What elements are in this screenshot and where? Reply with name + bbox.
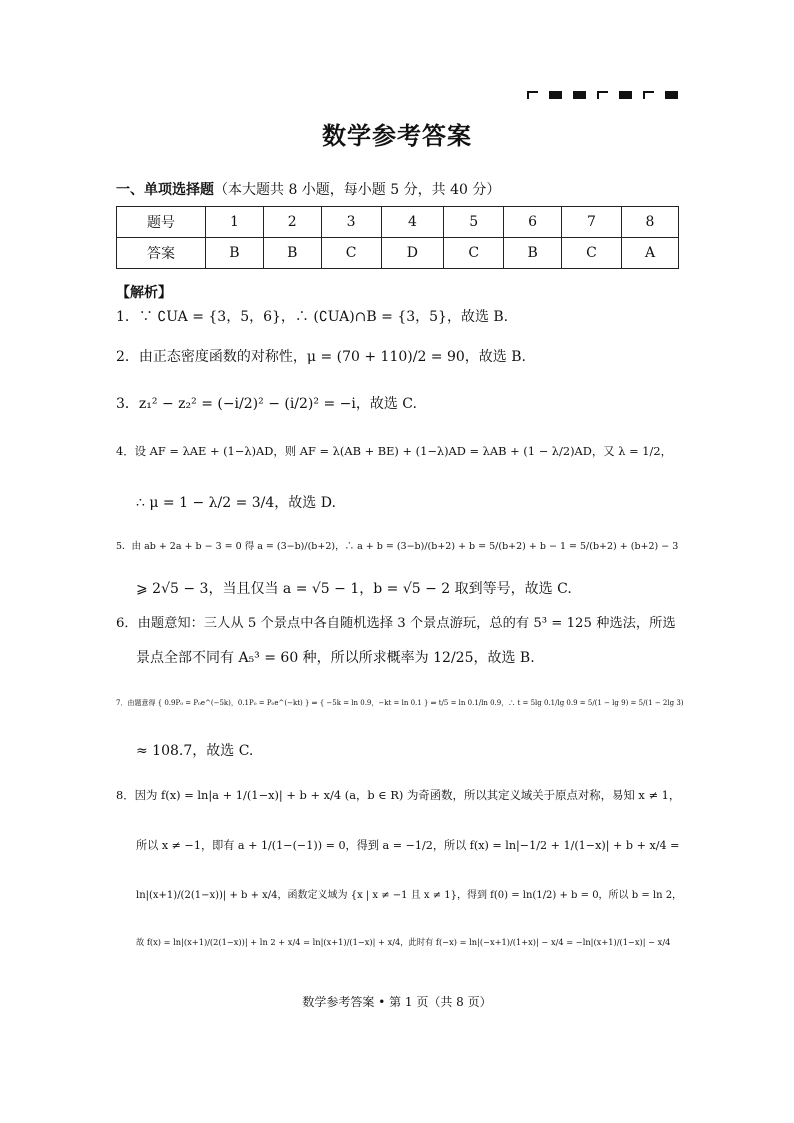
answer-cell: C [444, 238, 504, 269]
solution-line: ≈ 108.7，故选 C. [136, 743, 254, 759]
solution-line: 4．设 AF = λAE + (1−λ)AD，则 AF = λ(AB + BE) + (1−λ)AD = λAB + (1 − λ/2)AD，又 λ = 1/2， [116, 444, 673, 458]
question-number-row [117, 207, 679, 238]
section-title: 一、单项选择题 [116, 182, 214, 198]
answer-row [117, 238, 679, 269]
solution-line: 景点全部不同有 A₅³ = 60 种，所以所求概率为 12/25，故选 B. [136, 650, 535, 666]
question-number: 4 [381, 207, 444, 238]
answer-cell: B [206, 238, 264, 269]
answer-cell: B [504, 238, 562, 269]
question-number: 1 [206, 207, 264, 238]
solution-line: 1．∵ ∁UA = {3，5，6}，∴ (∁UA)∩B = {3，5}，故选 B. [116, 309, 509, 325]
solution-line: 6．由题意知：三人从 5 个景点中各自随机选择 3 个景点游玩，总的有 5³ = 125 种选法，所选 [116, 616, 676, 631]
solution-line: 3．z₁² − z₂² = (−i/2)² − (i/2)² = −i，故选 C. [116, 396, 417, 412]
solution-line: 8．因为 f(x) = ln|a + 1/(1−x)| + b + x/4 (a，b ∈ R) 为奇函数，所以其定义域关于原点对称，易知 x ≠ 1， [116, 788, 681, 802]
solution-line: ln|(x+1)/(2(1−x))| + b + x/4，函数定义域为 {x | x ≠ −1 且 x ≠ 1}，得到 f(0) = ln(1/2) + b = 0，所以 b = ln 2， [136, 890, 683, 901]
row-label: 题号 [117, 207, 206, 238]
section-heading [116, 179, 500, 199]
corner-mark [643, 91, 654, 99]
block-mark [549, 91, 562, 99]
analysis-label: 【解析】 [116, 285, 172, 301]
question-number: 5 [444, 207, 504, 238]
solution-line: 2．由正态密度函数的对称性，μ = (70 + 110)/2 = 90，故选 B. [116, 349, 526, 365]
corner-mark [597, 91, 608, 99]
answer-cell: B [263, 238, 321, 269]
page-footer: 数学参考答案 • 第 1 页（共 8 页） [302, 995, 492, 1009]
answer-cell: D [381, 238, 444, 269]
question-number: 3 [321, 207, 381, 238]
block-mark [665, 91, 678, 99]
solution-line: 7．由题意得 { 0.9P₀ = P₀e^(−5k)，0.1P₀ = P₀e^(−kt) } ⇒ { −5k = ln 0.9，−kt = ln 0.1 } ⇒ t/5 = ln 0.1/ln 0.9，∴ t = 5lg 0.1/lg 0.9 = 5/(1 − lg 9) = 5/(1 − 2lg 3) [116, 699, 684, 707]
solution-line: 所以 x ≠ −1，即有 a + 1/(1−(−1)) = 0，得到 a = −1/2，所以 f(x) = ln|−1/2 + 1/(1−x)| + b + x/4 = [136, 839, 680, 852]
block-mark [573, 91, 586, 99]
question-number: 7 [562, 207, 622, 238]
question-number: 2 [263, 207, 321, 238]
answer-cell: A [622, 238, 679, 269]
solution-line: ⩾ 2√5 − 3，当且仅当 a = √5 − 1，b = √5 − 2 取到等号，故选 C. [136, 581, 572, 597]
page-title: 数学参考答案 [322, 121, 472, 150]
row-label: 答案 [117, 238, 206, 269]
corner-mark [527, 91, 538, 99]
solution-line: ∴ μ = 1 − λ/2 = 3/4，故选 D. [136, 495, 336, 511]
answer-cell: C [562, 238, 622, 269]
answer-table [116, 206, 679, 269]
solution-line: 故 f(x) = ln|(x+1)/(2(1−x))| + ln 2 + x/4 = ln|(x+1)/(1−x)| + x/4，此时有 f(−x) = ln|(−x+1)/(1+x)| − x/4 = −ln|(x+1)/(1−x)| − x/4 [136, 937, 671, 947]
solution-line: 5．由 ab + 2a + b − 3 = 0 得 a = (3−b)/(b+2)，∴ a + b = (3−b)/(b+2) + b = 5/(b+2) + b − 1 = 5/(b+2) + (b+2) − 3 [116, 541, 679, 552]
section-note: （本大题共 8 小题，每小题 5 分，共 40 分） [214, 182, 501, 198]
question-number: 8 [622, 207, 679, 238]
question-number: 6 [504, 207, 562, 238]
answer-cell: C [321, 238, 381, 269]
block-mark [619, 91, 632, 99]
